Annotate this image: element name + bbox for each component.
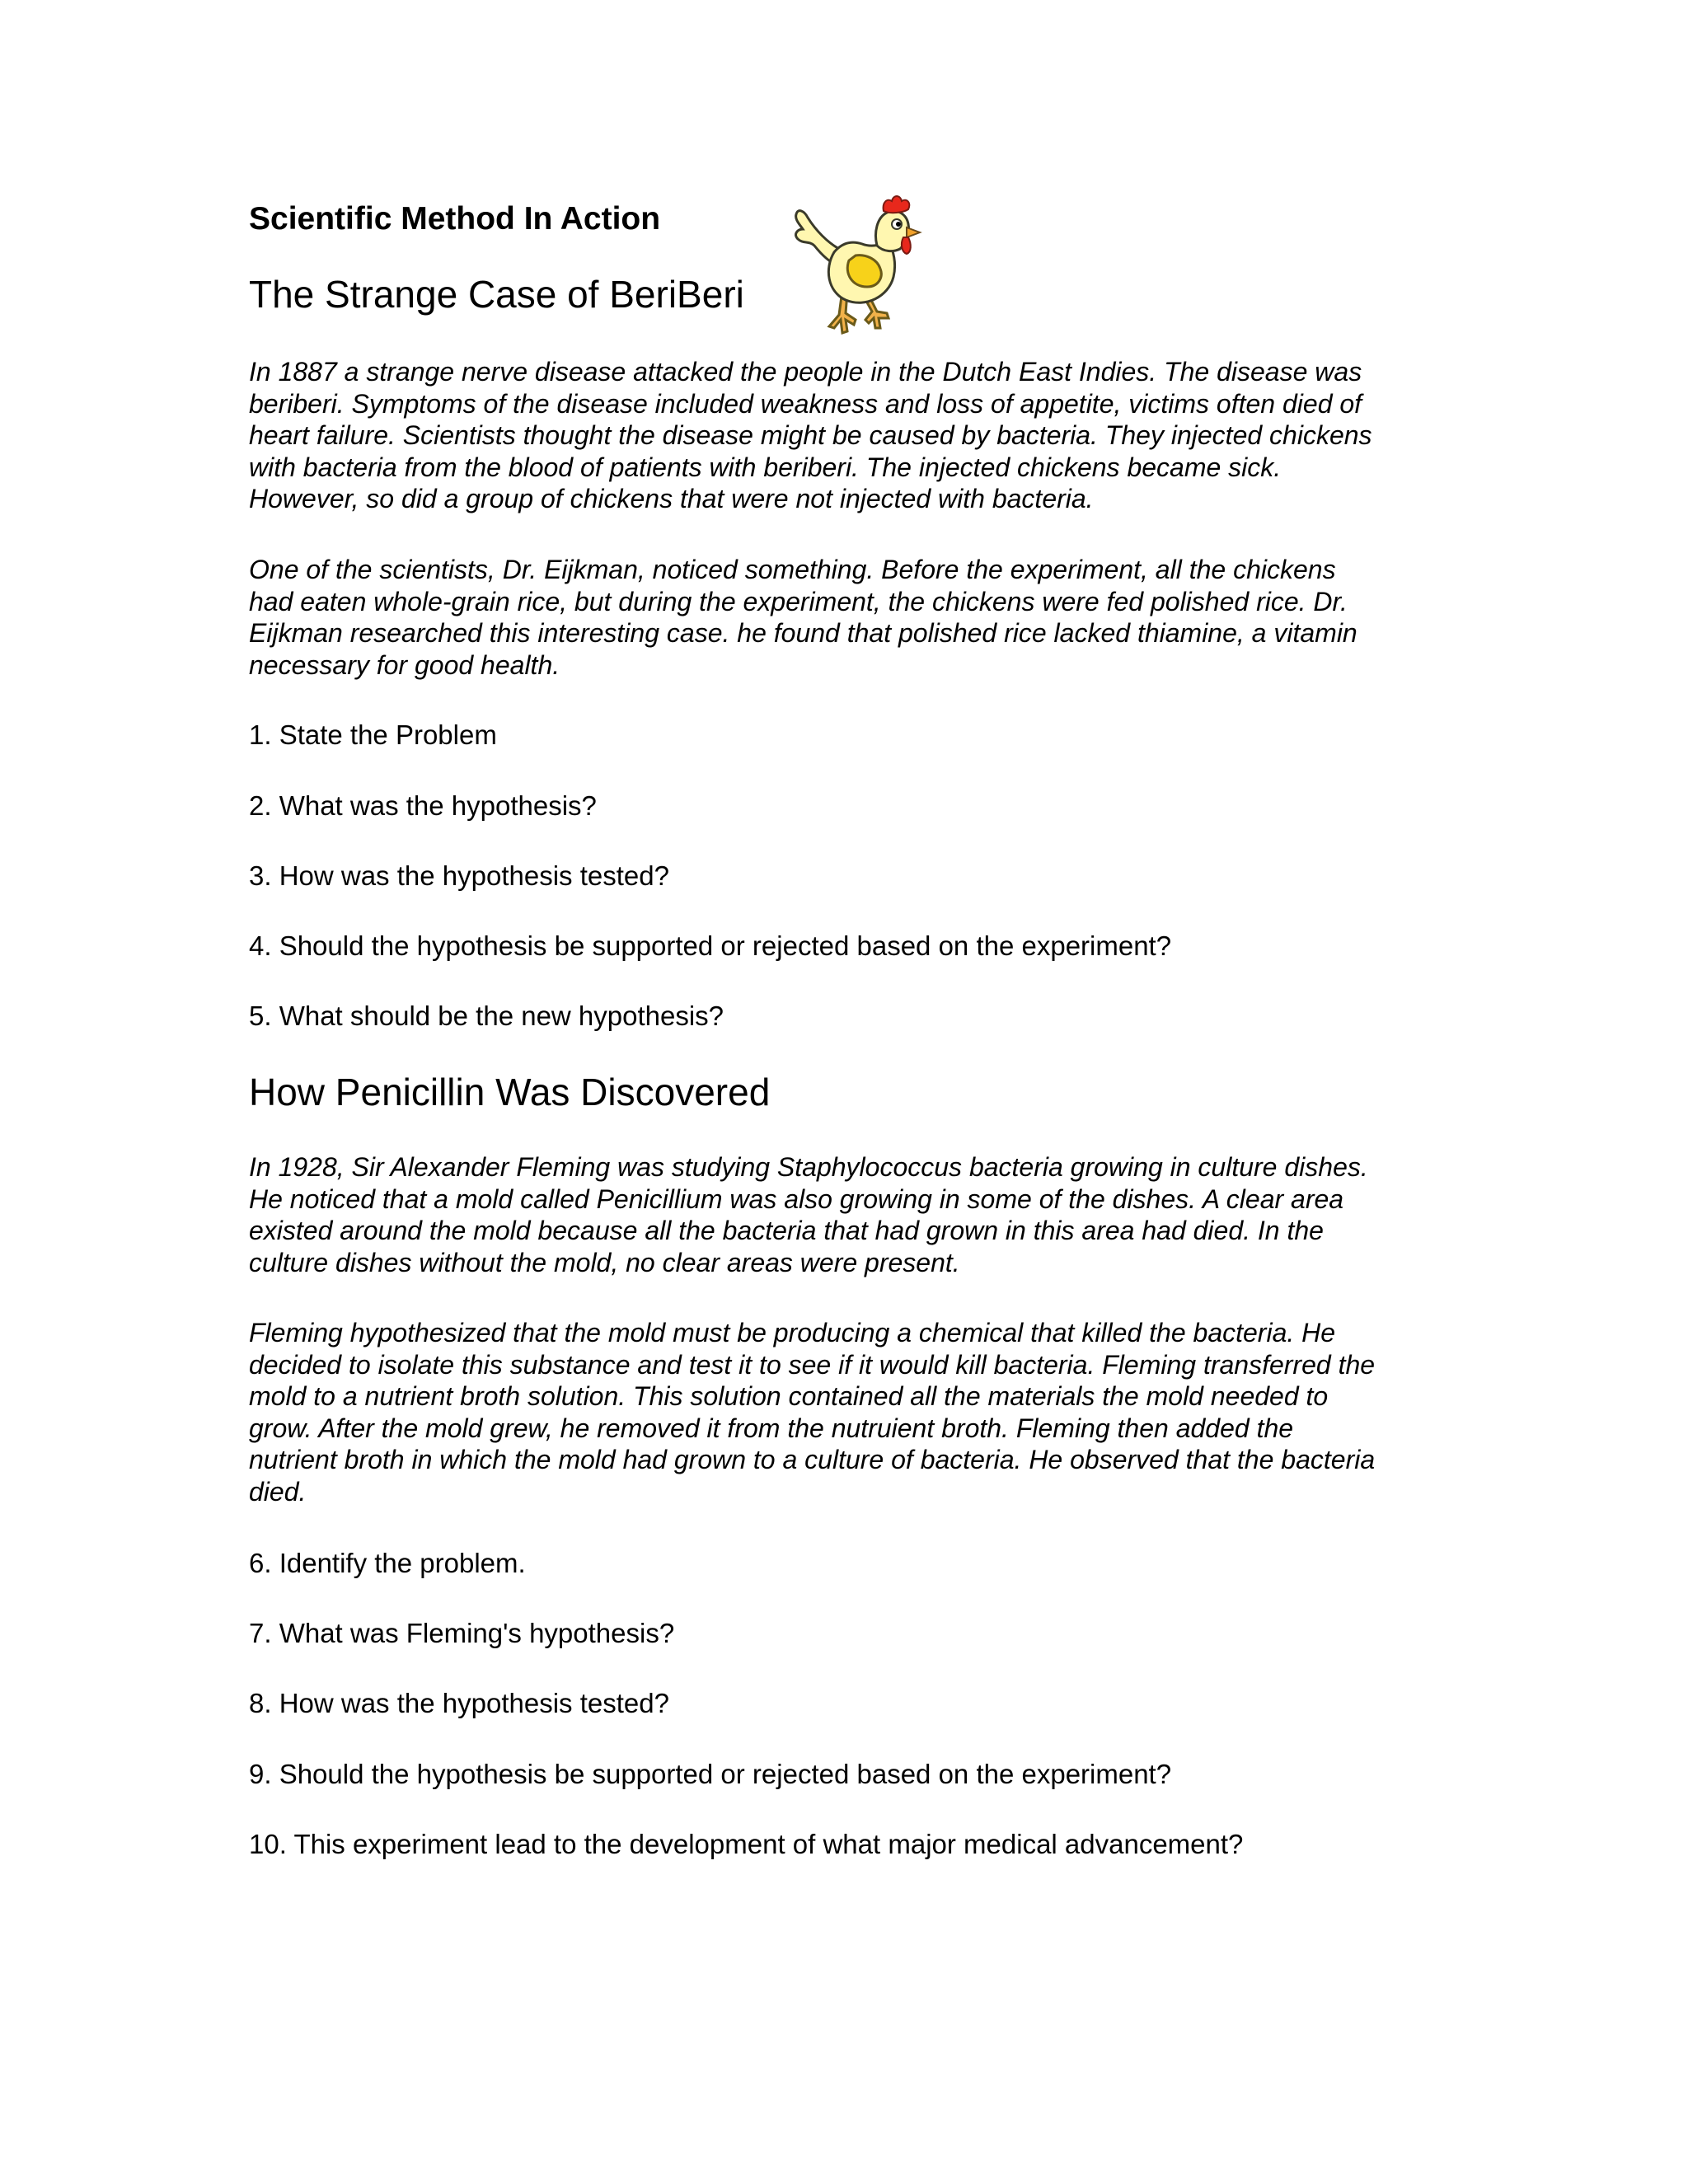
paragraph-line: Eijkman researched this interesting case. he found that polished rice lacked thiamine, a vitamin [249, 618, 1357, 648]
paragraph-line: died. [249, 1476, 307, 1507]
paragraph-line: In 1887 a strange nerve disease attacked the people in the Dutch East Indies. The disease was [249, 357, 1362, 387]
question-5: 5. What should be the new hypothesis? [249, 1001, 724, 1031]
paragraph-line: Fleming hypothesized that the mold must be producing a chemical that killed the bacteria. He [249, 1318, 1336, 1347]
question-3: 3. How was the hypothesis tested? [249, 860, 669, 891]
paragraph-line: nutrient broth in which the mold had grown to a culture of bacteria. He observed that the bacteria [249, 1445, 1376, 1474]
paragraph-line: culture dishes without the mold, no clear areas were present. [249, 1247, 960, 1277]
question-10: 10. This experiment lead to the development of what major medical advancement? [249, 1829, 1244, 1859]
document-title: Scientific Method In Action [249, 201, 661, 237]
penicillin-paragraph-1 [249, 1151, 1444, 1278]
paragraph-line: had eaten whole-grain rice, but during the experiment, the chickens were fed polished rice. Dr. [249, 586, 1348, 616]
penicillin-paragraph-2 [249, 1317, 1444, 1507]
question-8: 8. How was the hypothesis tested? [249, 1688, 669, 1718]
paragraph-line: with bacteria from the blood of patients with beriberi. The injected chickens became sick. [249, 452, 1282, 482]
question-9: 9. Should the hypothesis be supported or rejected based on the experiment? [249, 1759, 1172, 1789]
question-1: 1. State the Problem [249, 719, 497, 750]
beriberi-paragraph-1 [249, 356, 1444, 515]
beriberi-paragraph-2 [249, 554, 1444, 681]
paragraph-line: decided to isolate this substance and test it to see if it would kill bacteria. Fleming transferred the [249, 1349, 1376, 1380]
question-6: 6. Identify the problem. [249, 1548, 526, 1578]
paragraph-line: mold to a nutrient broth solution. This solution contained all the materials the mold needed to [249, 1381, 1329, 1411]
question-2: 2. What was the hypothesis? [249, 790, 597, 821]
paragraph-line: existed around the mold because all the bacteria that had grown in this area had died. In the [249, 1216, 1324, 1245]
paragraph-line: necessary for good health. [249, 649, 560, 680]
section-heading-penicillin: How Penicillin Was Discovered [249, 1071, 771, 1113]
question-7: 7. What was Fleming's hypothesis? [249, 1618, 675, 1648]
paragraph-line: beriberi. Symptoms of the disease included weakness and loss of appetite, victims often died of [249, 388, 1362, 419]
paragraph-line: He noticed that a mold called Penicillium was also growing in some of the dishes. A clear area [249, 1183, 1344, 1214]
paragraph-line: grow. After the mold grew, he removed it from the nutruient broth. Fleming then added the [249, 1413, 1294, 1443]
paragraph-line: heart failure. Scientists thought the disease might be caused by bacteria. They injected chickens [249, 420, 1372, 450]
chicken-icon [791, 191, 930, 338]
question-4: 4. Should the hypothesis be supported or rejected based on the experiment? [249, 930, 1172, 961]
paragraph-line: However, so did a group of chickens that were not injected with bacteria. [249, 484, 1094, 513]
paragraph-line: One of the scientists, Dr. Eijkman, noticed something. Before the experiment, all the chickens [249, 555, 1336, 584]
section-heading-beriberi: The Strange Case of BeriBeri [249, 273, 744, 316]
paragraph-line: In 1928, Sir Alexander Fleming was studying Staphylococcus bacteria growing in culture dishes. [249, 1152, 1368, 1182]
